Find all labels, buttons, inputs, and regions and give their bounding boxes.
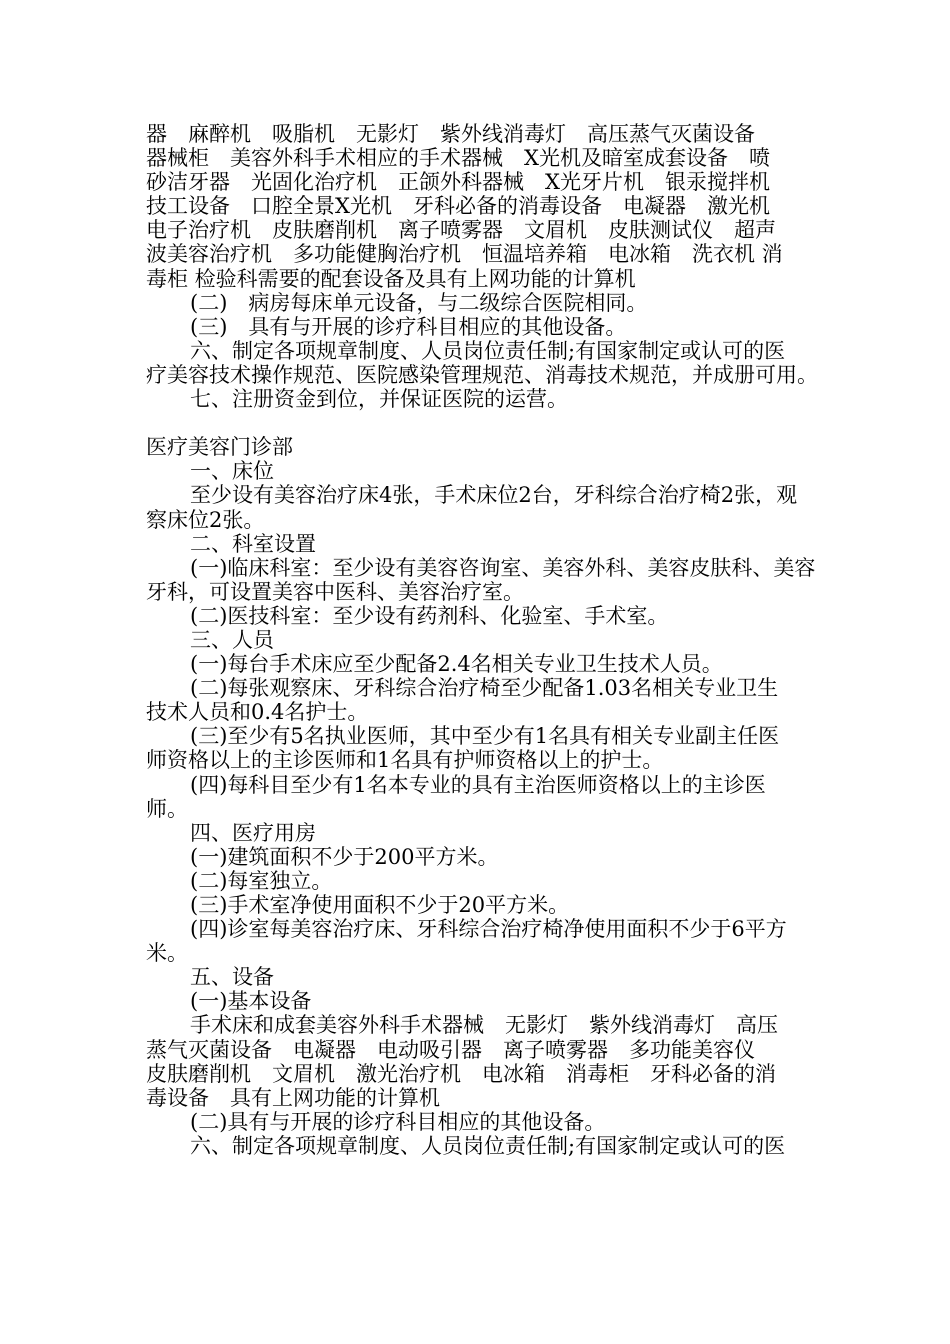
text-line: (二)每室独立。 xyxy=(190,868,333,893)
text-line: (四)每科目至少有1名本专业的具有主治医师资格以上的主诊医 xyxy=(190,772,766,797)
text-line: (二) 病房每床单元设备，与二级综合医院相同。 xyxy=(190,290,648,315)
text-line: 至少设有美容治疗床4张，手术床位2台，牙科综合治疗椅2张，观 xyxy=(190,483,798,508)
text-line: 医疗美容门诊部 xyxy=(146,435,293,460)
text-line: 毒柜 检验科需要的配套设备及具有上网功能的计算机 xyxy=(146,266,636,291)
text-line: 牙科，可设置美容中医科、美容治疗室。 xyxy=(146,579,524,604)
text-line: 器械柜 美容外科手术相应的手术器械 X光机及暗室成套设备 喷 xyxy=(146,146,770,171)
text-line: 一、床位 xyxy=(190,459,274,484)
text-line: 师。 xyxy=(146,796,188,821)
text-line: 技术人员和0.4名护士。 xyxy=(146,700,369,725)
text-line: 五、设备 xyxy=(190,965,274,990)
text-line: 三、人员 xyxy=(190,627,274,652)
text-line: (一)临床科室：至少设有美容咨询室、美容外科、美容皮肤科、美容 xyxy=(190,555,816,580)
text-line: (三)至少有5名执业医师，其中至少有1名具有相关专业副主任医 xyxy=(190,724,780,749)
text-line: 七、注册资金到位，并保证医院的运营。 xyxy=(190,387,568,412)
text-line: 电子治疗机 皮肤磨削机 离子喷雾器 文眉机 皮肤测试仪 超声 xyxy=(146,218,776,243)
text-line: (一)建筑面积不少于200平方米。 xyxy=(190,844,499,869)
text-line: (三)手术室净使用面积不少于20平方米。 xyxy=(190,893,570,917)
text-line: 察床位2张。 xyxy=(146,507,265,532)
text-line: 皮肤磨削机 文眉机 激光治疗机 电冰箱 消毒柜 牙科必备的消 xyxy=(146,1061,776,1086)
document-body xyxy=(146,122,818,1158)
text-line: (二)医技科室：至少设有药剂科、化验室、手术室。 xyxy=(190,603,669,628)
text-line: (四)诊室每美容治疗床、牙科综合治疗椅净使用面积不少于6平方 xyxy=(190,917,787,942)
text-line: (一)基本设备 xyxy=(190,989,312,1014)
text-line: (三) 具有与开展的诊疗科目相应的其他设备。 xyxy=(190,314,627,339)
blank-line xyxy=(146,411,806,435)
text-line: (二)每张观察床、牙科综合治疗椅至少配备1.03名相关专业卫生 xyxy=(190,676,779,701)
text-line: 二、科室设置 xyxy=(190,531,316,556)
text-line: 波美容治疗机 多功能健胸治疗机 恒温培养箱 电冰箱 洗衣机 消 xyxy=(146,242,783,267)
text-line: 蒸气灭菌设备 电凝器 电动吸引器 离子喷雾器 多功能美容仪 xyxy=(146,1037,755,1062)
text-line: 师资格以上的主诊医师和1名具有护师资格以上的护士。 xyxy=(146,748,664,773)
text-line: 砂洁牙器 光固化治疗机 正颌外科器械 X光牙片机 银汞搅拌机 xyxy=(146,170,770,195)
text-line: 手术床和成套美容外科手术器械 无影灯 紫外线消毒灯 高压 xyxy=(190,1013,778,1038)
text-line: 器 麻醉机 吸脂机 无影灯 紫外线消毒灯 高压蒸气灭菌设备 xyxy=(146,122,755,146)
text-line: 六、制定各项规章制度、人员岗位责任制;有国家制定或认可的医 xyxy=(190,338,786,363)
text-line: 六、制定各项规章制度、人员岗位责任制;有国家制定或认可的医 xyxy=(190,1133,786,1158)
text-line: 技工设备 口腔全景X光机 牙科必备的消毒设备 电凝器 激光机 xyxy=(146,194,770,219)
text-line: 毒设备 具有上网功能的计算机 xyxy=(146,1085,440,1110)
text-line: (二)具有与开展的诊疗科目相应的其他设备。 xyxy=(190,1109,606,1134)
text-line: 米。 xyxy=(146,941,188,966)
text-line: 四、医疗用房 xyxy=(190,820,316,845)
text-line: 疗美容技术操作规范、医院感染管理规范、消毒技术规范，并成册可用。 xyxy=(146,362,818,387)
text-line: (一)每台手术床应至少配备2.4名相关专业卫生技术人员。 xyxy=(190,652,723,677)
